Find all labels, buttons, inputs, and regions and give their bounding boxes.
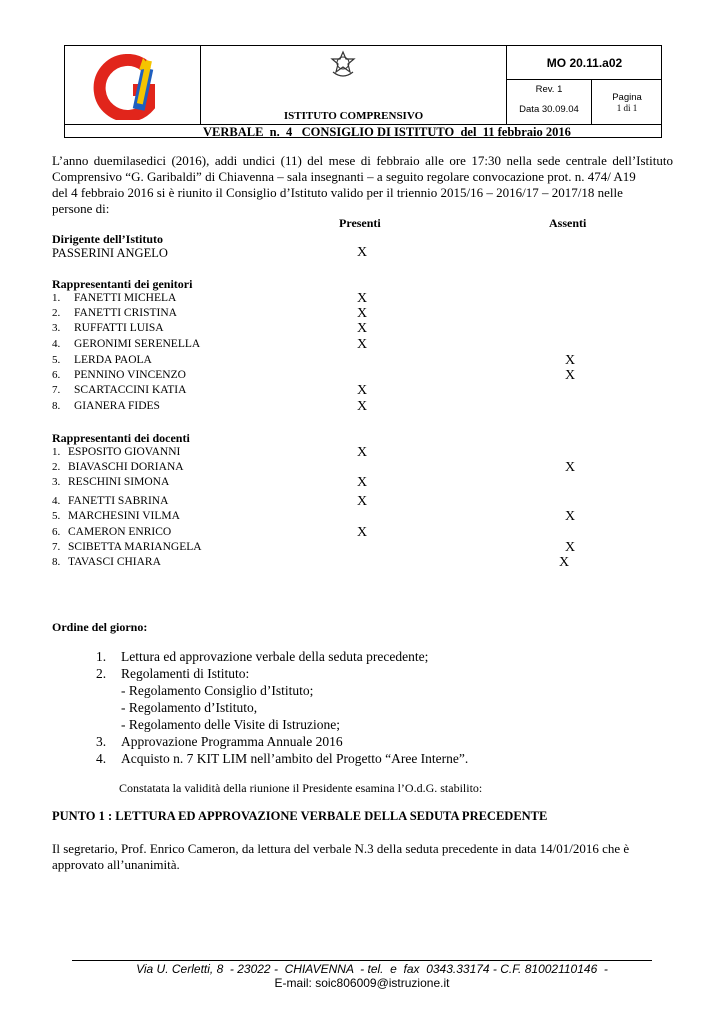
member-name: GIANERA FIDES <box>74 400 160 412</box>
present-mark: X <box>357 306 368 321</box>
absent-mark: X <box>565 460 576 475</box>
member-name: RESCHINI SIMONA <box>68 476 170 488</box>
footer-address: Via U. Cerletti, 8 - 23022 - CHIAVENNA - tel. e fax 0343.33174 - C.F. 81002110146 - <box>136 962 608 976</box>
intro-line: Comprensivo “G. Garibaldi” di Chiavenna – sala insegnanti – a seguito regolare convocazione prot. n. 474/ A19 <box>52 169 636 184</box>
member-name: PENNINO VINCENZO <box>74 369 186 381</box>
member-number: 1. <box>52 446 61 458</box>
present-mark: X <box>357 321 368 336</box>
member-number: 7. <box>52 384 61 396</box>
member-name: BIAVASCHI DORIANA <box>68 461 184 473</box>
member-number: 5. <box>52 510 61 522</box>
intro-line: persone di: <box>52 201 110 216</box>
header-table <box>64 45 662 138</box>
member-name: TAVASCI CHIARA <box>68 556 161 568</box>
dirigente-name: PASSERINI ANGELO <box>52 246 168 260</box>
present-mark: X <box>357 525 368 540</box>
member-number: 4. <box>52 338 61 350</box>
member-number: 8. <box>52 400 61 412</box>
present-mark: X <box>357 291 368 306</box>
footer-divider <box>72 960 652 961</box>
member-name: RUFFATTI LUISA <box>74 322 164 334</box>
member-number: 8. <box>52 556 61 568</box>
present-mark: X <box>357 245 368 260</box>
member-number: 5. <box>52 354 61 366</box>
member-name: FANETTI MICHELA <box>74 292 177 304</box>
agenda-item: - Regolamento d’Istituto, <box>121 700 258 715</box>
member-number: 1. <box>52 292 61 304</box>
validity-statement: Constatata la validità della riunione il Presidente esamina l’O.d.G. stabilito: <box>119 781 483 795</box>
agenda-number: 2. <box>96 666 107 681</box>
member-name: SCIBETTA MARIANGELA <box>68 541 202 553</box>
member-number: 3. <box>52 322 61 334</box>
present-mark: X <box>357 399 368 414</box>
agenda-item: Acquisto n. 7 KIT LIM nell’ambito del Progetto “Aree Interne”. <box>121 751 469 766</box>
school-logo <box>93 54 173 120</box>
agenda-item: Regolamenti di Istituto: <box>121 666 250 681</box>
punto1-paragraph <box>52 841 673 873</box>
institute-name: ISTITUTO COMPRENSIVO <box>283 110 424 122</box>
agenda-number: 4. <box>96 751 107 766</box>
column-absent: Assenti <box>549 216 587 230</box>
member-name: CAMERON ENRICO <box>68 526 172 538</box>
page-count: 1 di 1 <box>616 103 638 113</box>
agenda-item: Approvazione Programma Annuale 2016 <box>121 734 343 749</box>
agenda-heading: Ordine del giorno: <box>52 620 148 634</box>
absent-mark: X <box>565 509 576 524</box>
absent-mark: X <box>565 368 576 383</box>
document-code: MO 20.11.a02 <box>546 56 623 70</box>
agenda-number: 3. <box>96 734 107 749</box>
member-name: MARCHESINI VILMA <box>68 510 180 522</box>
intro-paragraph <box>52 153 673 217</box>
member-name: SCARTACCINI KATIA <box>74 384 187 396</box>
member-number: 3. <box>52 476 61 488</box>
page-label: Pagina <box>612 92 642 103</box>
document-title: VERBALE n. 4 CONSIGLIO DI ISTITUTO del 11 febbraio 2016 <box>203 125 571 139</box>
republic-emblem-icon <box>330 50 356 78</box>
absent-mark: X <box>559 555 570 570</box>
punto1-line: approvato all’unanimità. <box>52 857 180 872</box>
absent-mark: X <box>565 540 576 555</box>
member-number: 4. <box>52 495 61 507</box>
dirigente-heading: Dirigente dell’Istituto <box>52 232 163 246</box>
column-present: Presenti <box>339 216 381 230</box>
intro-line: L’anno duemilasedici (2016), addi undici (11) del mese di febbraio alle ore 17:30 nella sede centrale dell’Istituto <box>52 153 673 168</box>
member-name: LERDA PAOLA <box>74 354 152 366</box>
revision-date: Data 30.09.04 <box>519 104 579 115</box>
intro-line: del 4 febbraio 2016 si è riunito il Consiglio d’Istituto valido per il triennio 2015/16 – 2016/17 – 2017/18 nelle <box>52 185 623 200</box>
member-number: 6. <box>52 369 61 381</box>
present-mark: X <box>357 337 368 352</box>
footer-email: E-mail: soic806009@istruzione.it <box>274 976 450 990</box>
member-number: 2. <box>52 461 61 473</box>
punto1-heading: PUNTO 1 : LETTURA ED APPROVAZIONE VERBALE DELLA SEDUTA PRECEDENTE <box>52 809 548 823</box>
member-name: ESPOSITO GIOVANNI <box>68 446 181 458</box>
punto1-line: Il segretario, Prof. Enrico Cameron, da lettura del verbale N.3 della seduta precedente in data 14/01/2016 che è <box>52 841 630 856</box>
agenda-item: - Regolamento Consiglio d’Istituto; <box>121 683 314 698</box>
member-name: FANETTI CRISTINA <box>74 307 177 319</box>
present-mark: X <box>357 475 368 490</box>
absent-mark: X <box>565 353 576 368</box>
member-number: 2. <box>52 307 61 319</box>
agenda-number: 1. <box>96 649 107 664</box>
member-name: GERONIMI SERENELLA <box>74 338 201 350</box>
agenda-item: - Regolamento delle Visite di Istruzione; <box>121 717 341 732</box>
present-mark: X <box>357 383 368 398</box>
member-number: 7. <box>52 541 61 553</box>
present-mark: X <box>357 494 368 509</box>
revision: Rev. 1 <box>535 84 563 95</box>
docenti-heading: Rappresentanti dei docenti <box>52 431 190 445</box>
member-name: FANETTI SABRINA <box>68 495 169 507</box>
genitori-heading: Rappresentanti dei genitori <box>52 277 193 291</box>
member-number: 6. <box>52 526 61 538</box>
agenda-item: Lettura ed approvazione verbale della seduta precedente; <box>121 649 429 664</box>
present-mark: X <box>357 445 368 460</box>
